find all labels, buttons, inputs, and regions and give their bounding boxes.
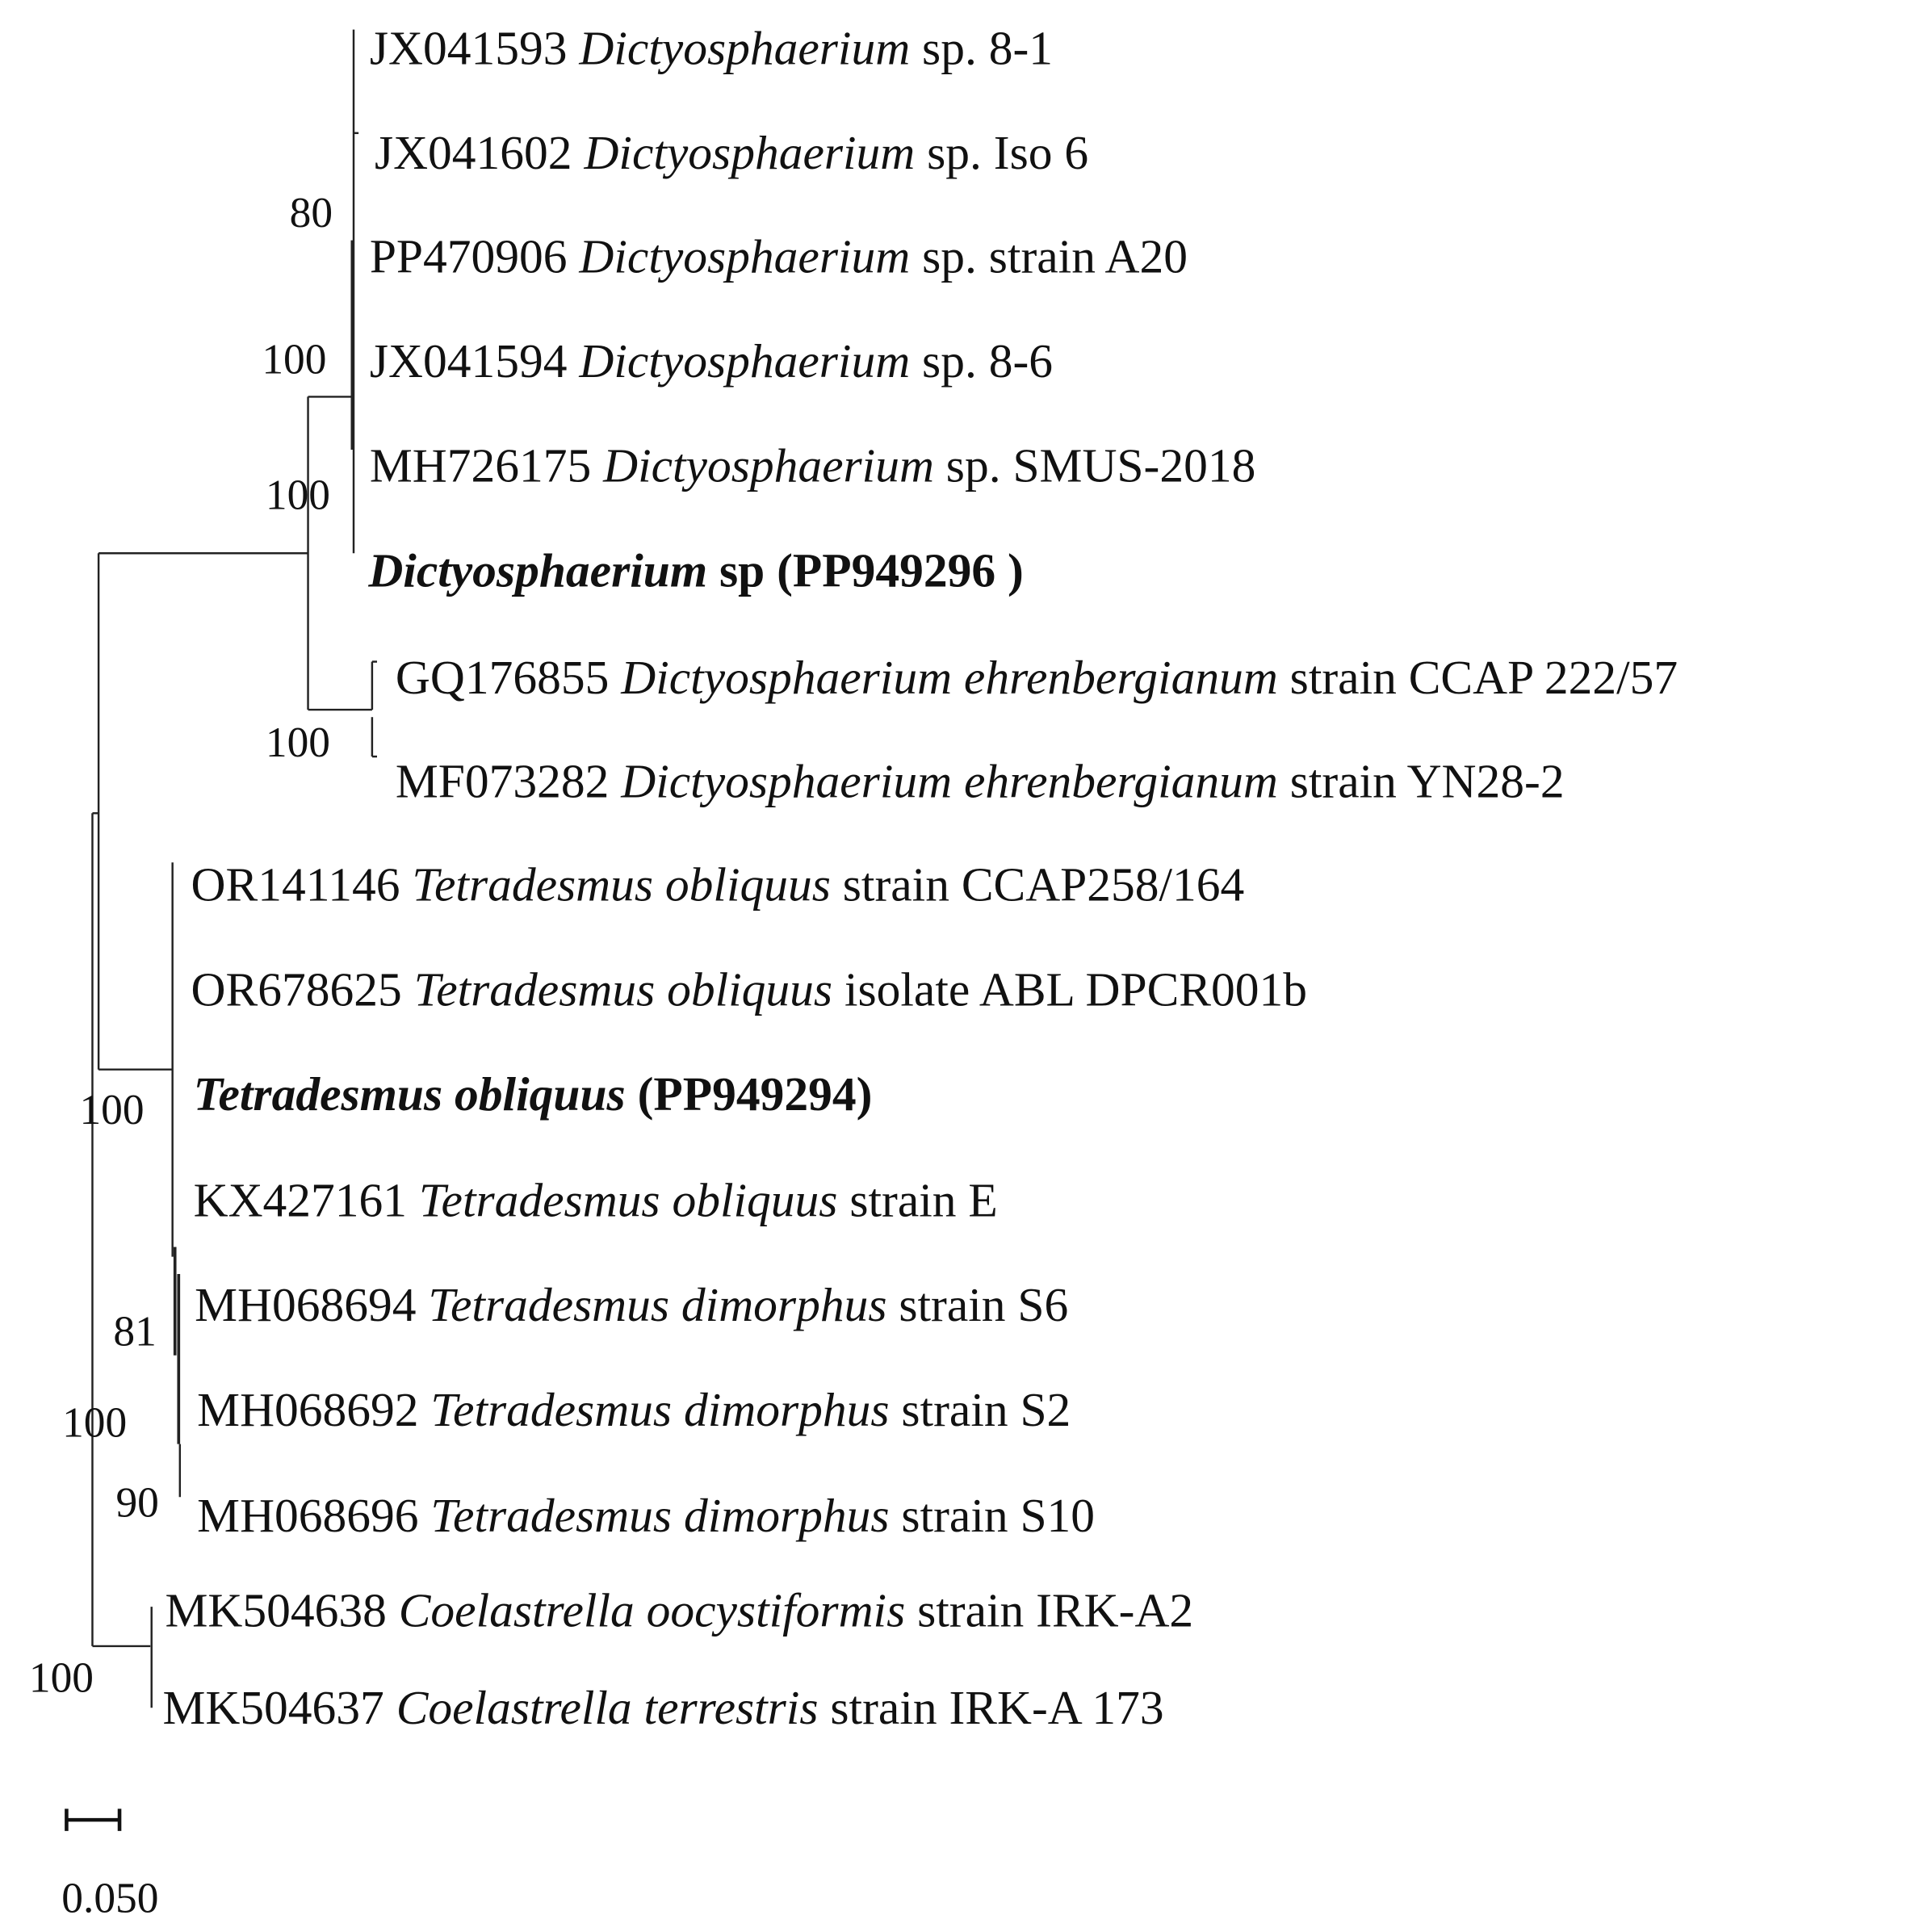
leaf-label-highlight: Dictyosphaerium sp (PP949296 ) [368,543,1024,597]
leaf-label: JX041593 Dictyosphaerium sp. 8-1 [369,21,1054,75]
leaf-label-highlight: Tetradesmus obliquus (PP949294) [193,1067,873,1121]
leaf-label: MH068692 Tetradesmus dimorphus strain S2 [197,1382,1071,1436]
bootstrap-value: 100 [62,1398,128,1447]
bootstrap-value: 100 [28,1653,94,1702]
leaf-label: JX041594 Dictyosphaerium sp. 8-6 [369,334,1054,388]
leaf-label: MF073282 Dictyosphaerium ehrenbergianum strain YN28-2 [395,754,1565,808]
leaf-label: MK504638 Coelastrella oocystiformis strain IRK-A2 [165,1583,1194,1637]
leaf-label: PP470906 Dictyosphaerium sp. strain A20 [369,229,1188,283]
leaf-label: GQ176855 Dictyosphaerium ehrenbergianum strain CCAP 222/57 [395,651,1678,705]
bootstrap-value: 100 [79,1084,145,1134]
leaf-label: MH068694 Tetradesmus dimorphus strain S6 [195,1278,1069,1332]
bootstrap-value: 90 [115,1477,159,1527]
bootstrap-value: 80 [289,187,333,237]
leaf-label: KX427161 Tetradesmus obliquus strain E [193,1173,998,1227]
leaf-label: MK504637 Coelastrella terrestris strain IRK-A 173 [162,1681,1164,1735]
leaf-labels [162,21,1678,1734]
scale-bar [61,1808,158,1922]
bootstrap-value: 100 [262,334,327,383]
bootstrap-value: 81 [113,1306,157,1356]
leaf-label: OR678625 Tetradesmus obliquus isolate ABL DPCR001b [191,962,1307,1016]
leaf-label: OR141146 Tetradesmus obliquus strain CCAP258/164 [191,857,1245,912]
leaf-label: MH726175 Dictyosphaerium sp. SMUS-2018 [369,438,1256,492]
scale-bar-label: 0.050 [61,1873,159,1922]
bootstrap-value: 100 [265,470,331,519]
bootstrap-value: 100 [265,718,331,767]
leaf-label: MH068696 Tetradesmus dimorphus strain S10 [197,1489,1096,1543]
leaf-label: JX041602 Dictyosphaerium sp. Iso 6 [374,126,1089,180]
